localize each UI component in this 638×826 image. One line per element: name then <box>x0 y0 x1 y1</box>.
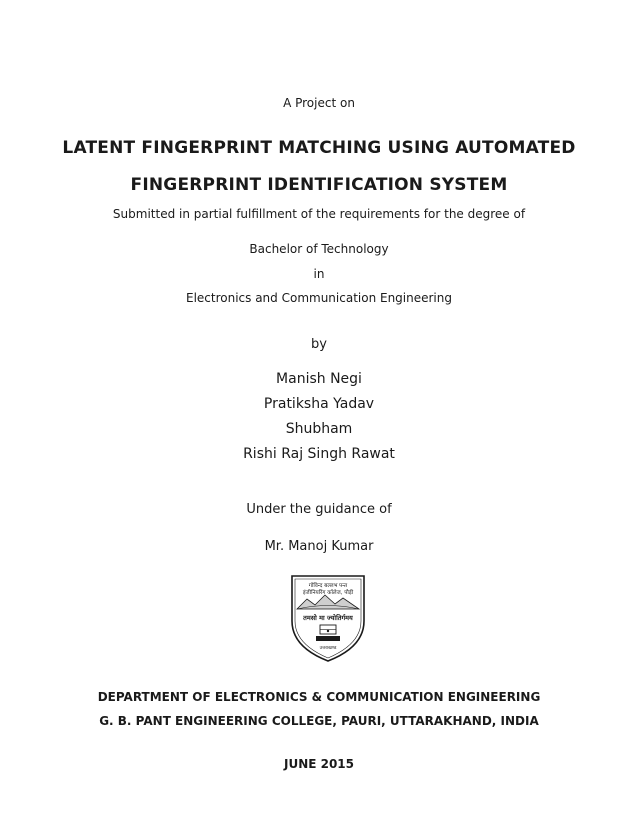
college-name: G. B. PANT ENGINEERING COLLEGE, PAURI, UTTARAKHAND, INDIA <box>99 714 539 728</box>
submission-date: JUNE 2015 <box>283 757 355 771</box>
svg-text:उत्तराखण्ड: उत्तराखण्ड <box>319 646 337 651</box>
guidance-label: Under the guidance of <box>246 502 392 517</box>
svg-text:तमसो मा ज्योतिर्गमय: तमसो मा ज्योतिर्गमय <box>303 614 353 622</box>
guide-name: Mr. Manoj Kumar <box>264 539 374 554</box>
branch-name: Electronics and Communication Engineering <box>185 291 452 305</box>
author-4: Rishi Raj Singh Rawat <box>243 446 395 462</box>
title-line-2: FINGERPRINT IDENTIFICATION SYSTEM <box>130 175 508 195</box>
degree-name: Bachelor of Technology <box>249 242 389 256</box>
svg-text:गोविन्द बल्लभ पन्त: गोविन्द बल्लभ पन्त <box>308 583 348 589</box>
in-connector: in <box>313 267 325 281</box>
title-line-1: LATENT FINGERPRINT MATCHING USING AUTOMATED <box>62 138 576 158</box>
college-emblem <box>289 573 367 663</box>
submission-statement: Submitted in partial fulfillment of the requirements for the degree of <box>112 207 526 221</box>
department-name: DEPARTMENT OF ELECTRONICS & COMMUNICATION ENGINEERING <box>97 690 541 704</box>
by-label: by <box>311 337 327 352</box>
author-2: Pratiksha Yadav <box>263 396 375 412</box>
author-3: Shubham <box>285 421 353 437</box>
author-1: Manish Negi <box>276 371 362 387</box>
svg-text:इंजीनियरिंग कॉलेज, पौड़ी: इंजीनियरिंग कॉलेज, पौड़ी <box>302 590 354 596</box>
project-prefix: A Project on <box>283 96 355 110</box>
